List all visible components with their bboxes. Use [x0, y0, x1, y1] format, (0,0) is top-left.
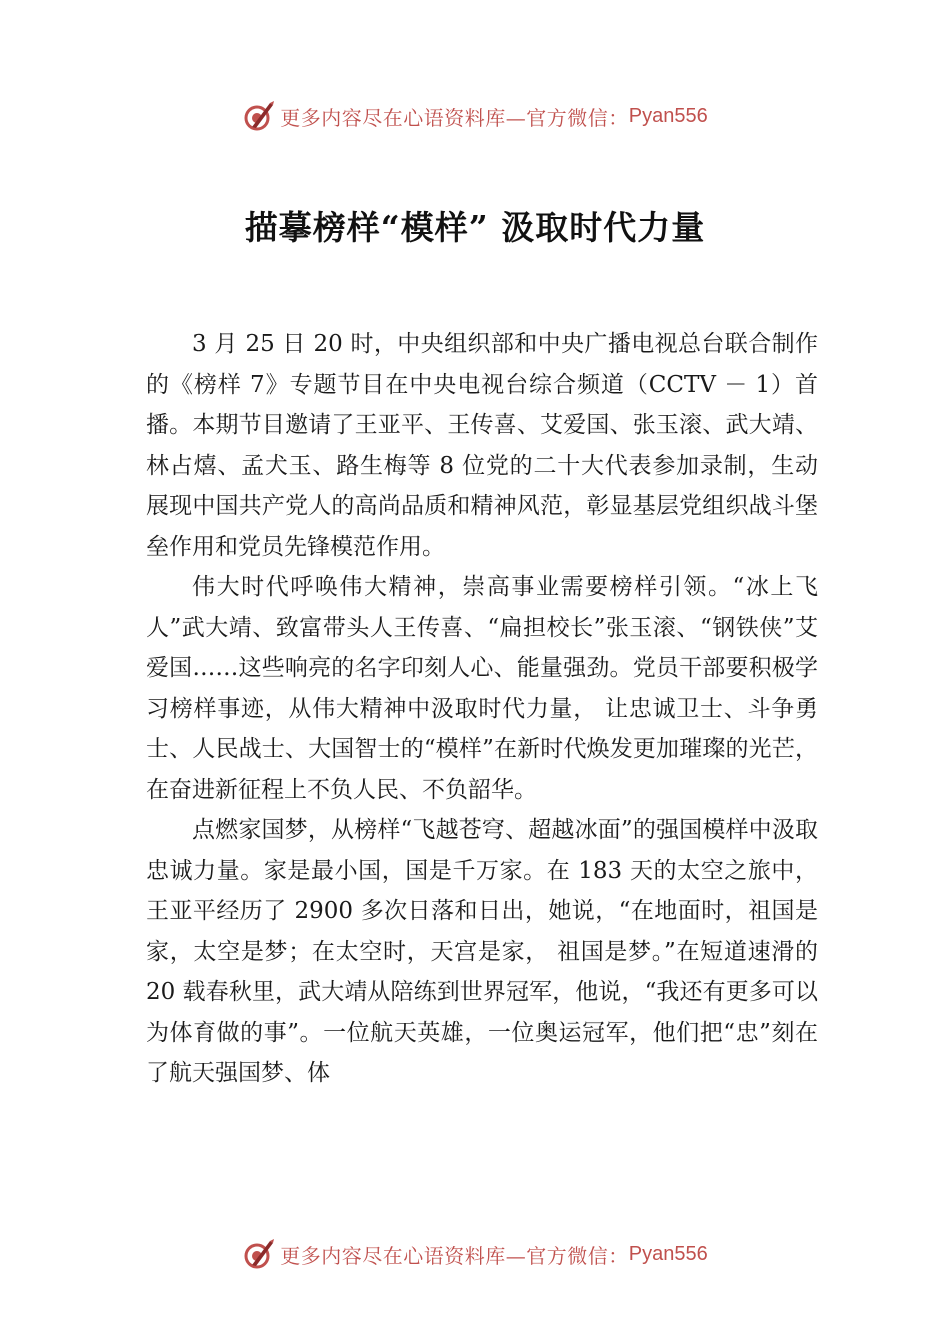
- paragraph: 伟大时代呼唤伟大精神，崇高事业需要榜样引领。“冰上飞人”武大靖、致富带头人王传喜、“扁担校长”张玉滚、“钢铁侠”艾爱国……这些响亮的名字印刻人心、能量强劲。党员干部要积极学习榜样事迹，从伟大精神中汲取时代力量， 让忠诚卫士、斗争勇士、人民战士、大国智士的“模样”在新时代焕发更加璀璨的光芒，在奋进新征程上不负人民、不负韶华。: [146, 574, 818, 803]
- quill-pen-icon: [242, 99, 276, 133]
- header-watermark: [0, 96, 950, 136]
- footer-brand-text: 更多内容尽在心语资料库—官方微信：: [280, 1243, 629, 1268]
- document-body: [146, 324, 818, 1094]
- footer-brand-id: Pyan556: [628, 1242, 708, 1265]
- header-brand-id: Pyan556: [628, 104, 708, 127]
- paragraph: 点燃家国梦，从榜样“飞越苍穹、超越冰面”的强国模样中汲取忠诚力量。家是最小国，国是千万家。在 183 天的太空之旅中，王亚平经历了 2900 多次日落和日出，她说，“在地面时，祖国是家，太空是梦；在太空时，天宫是家， 祖国是梦。”在短道速滑的 20 载春秋里，武大靖从陪练到世界冠军，他说，“我还有更多可以为体育做的事”。一位航天英雄，一位奥运冠军，他们把“忠”刻在了航天强国梦、体: [146, 817, 818, 1086]
- header-brand-text: 更多内容尽在心语资料库—官方微信：: [280, 105, 629, 130]
- quill-pen-icon: [242, 1237, 276, 1271]
- document-title: 描摹榜样“模样” 汲取时代力量: [244, 208, 706, 247]
- footer-watermark: [0, 1234, 950, 1274]
- paragraph: 3 月 25 日 20 时，中央组织部和中央广播电视总台联合制作的《榜样 7》专题节目在中央电视台综合频道（CCTV － 1）首播。本期节目邀请了王亚平、王传喜、艾爱国、张玉滚、武大靖、林占熺、孟⽝玉、路生梅等 8 位党的二十大代表参加录制，生动展现中国共产党人的高尚品质和精神风范，彰显基层党组织战斗堡垒作用和党员先锋模范作用。: [146, 331, 818, 560]
